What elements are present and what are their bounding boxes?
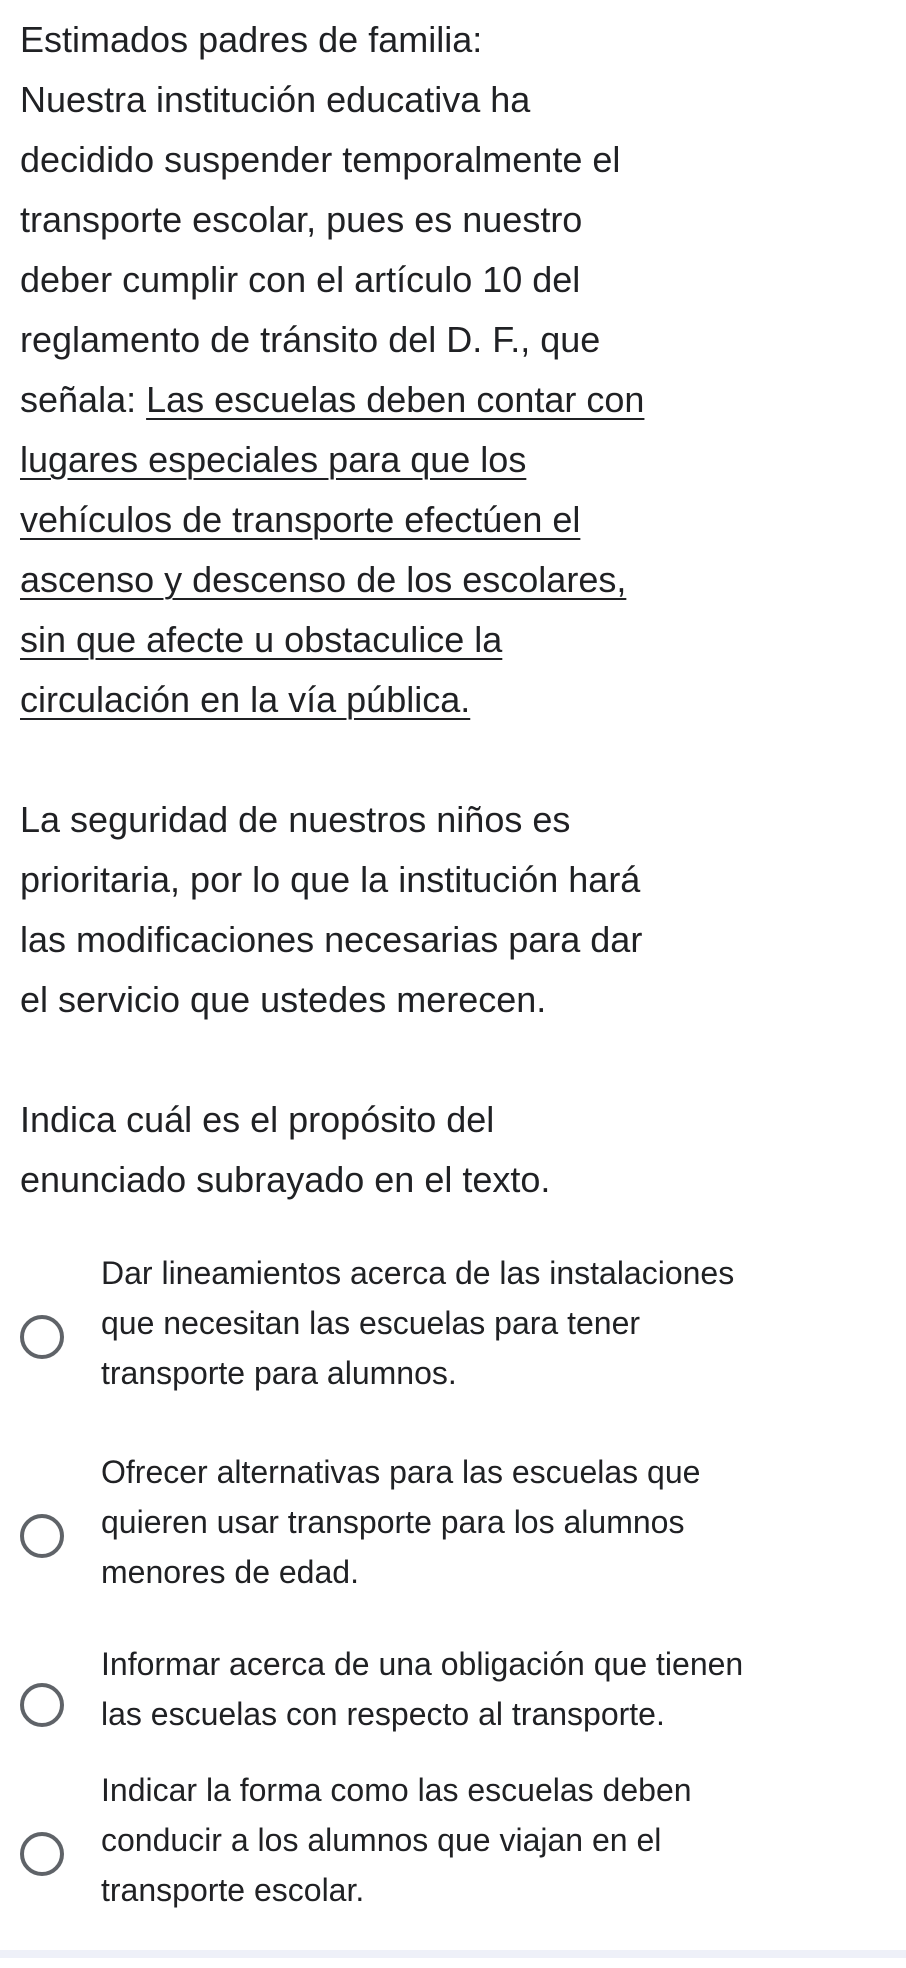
answer-options bbox=[0, 1240, 906, 1968]
underlined-statement: lugares especiales para que los bbox=[20, 439, 527, 480]
question-prompt: enunciado subrayado en el texto. bbox=[20, 1159, 551, 1200]
greeting: Estimados padres de familia: bbox=[20, 19, 483, 60]
option-text-line: transporte escolar. bbox=[101, 1872, 365, 1908]
underlined-statement: circulación en la vía pública. bbox=[20, 679, 471, 720]
passage-line: deber cumplir con el artículo 10 del bbox=[20, 259, 581, 300]
passage-line: transporte escolar, pues es nuestro bbox=[20, 199, 583, 240]
answer-option-text bbox=[101, 1447, 881, 1597]
option-text-line: Ofrecer alternativas para las escuelas que bbox=[101, 1454, 701, 1490]
underlined-statement: Las escuelas deben contar con bbox=[146, 379, 645, 420]
answer-option-text bbox=[101, 1248, 881, 1398]
option-text-line: transporte para alumnos. bbox=[101, 1355, 457, 1391]
answer-option-1[interactable] bbox=[0, 1240, 906, 1440]
answer-option-4[interactable] bbox=[0, 1768, 906, 1968]
option-text-line: Informar acerca de una obligación que tienen bbox=[101, 1646, 744, 1682]
blank-line bbox=[20, 730, 750, 790]
radio-button-icon[interactable] bbox=[20, 1683, 64, 1727]
passage-line: Nuestra institución educativa ha bbox=[20, 79, 531, 120]
question-prompt: Indica cuál es el propósito del bbox=[20, 1099, 495, 1140]
option-text-line: Dar lineamientos acerca de las instalaciones bbox=[101, 1255, 735, 1291]
passage-line: prioritaria, por lo que la institución hará bbox=[20, 859, 641, 900]
passage-line: reglamento de tránsito del D. F., que bbox=[20, 319, 601, 360]
underlined-statement: sin que afecte u obstaculice la bbox=[20, 619, 503, 660]
passage-line bbox=[20, 370, 750, 430]
passage-line: el servicio que ustedes merecen. bbox=[20, 979, 547, 1020]
option-text-line: quieren usar transporte para los alumnos bbox=[101, 1504, 685, 1540]
option-text-line: menores de edad. bbox=[101, 1554, 359, 1590]
option-text-line: que necesitan las escuelas para tener bbox=[101, 1305, 641, 1341]
passage-line: La seguridad de nuestros niños es bbox=[20, 799, 571, 840]
answer-option-text bbox=[101, 1765, 881, 1915]
radio-button-icon[interactable] bbox=[20, 1832, 64, 1876]
question-passage bbox=[20, 10, 750, 1210]
answer-option-text bbox=[101, 1639, 881, 1739]
bottom-edge-bar bbox=[0, 1950, 906, 1958]
underlined-statement: ascenso y descenso de los escolares, bbox=[20, 559, 627, 600]
passage-line: las modificaciones necesarias para dar bbox=[20, 919, 643, 960]
radio-button-icon[interactable] bbox=[20, 1514, 64, 1558]
passage-prefix: señala: bbox=[20, 379, 147, 420]
option-text-line: Indicar la forma como las escuelas deben bbox=[101, 1772, 692, 1808]
answer-option-3[interactable] bbox=[0, 1628, 906, 1768]
option-text-line: las escuelas con respecto al transporte. bbox=[101, 1696, 665, 1732]
blank-line bbox=[20, 1030, 750, 1090]
answer-option-2[interactable] bbox=[0, 1440, 906, 1628]
underlined-statement: vehículos de transporte efectúen el bbox=[20, 499, 581, 540]
passage-line: decidido suspender temporalmente el bbox=[20, 139, 621, 180]
option-text-line: conducir a los alumnos que viajan en el bbox=[101, 1822, 662, 1858]
radio-button-icon[interactable] bbox=[20, 1315, 64, 1359]
